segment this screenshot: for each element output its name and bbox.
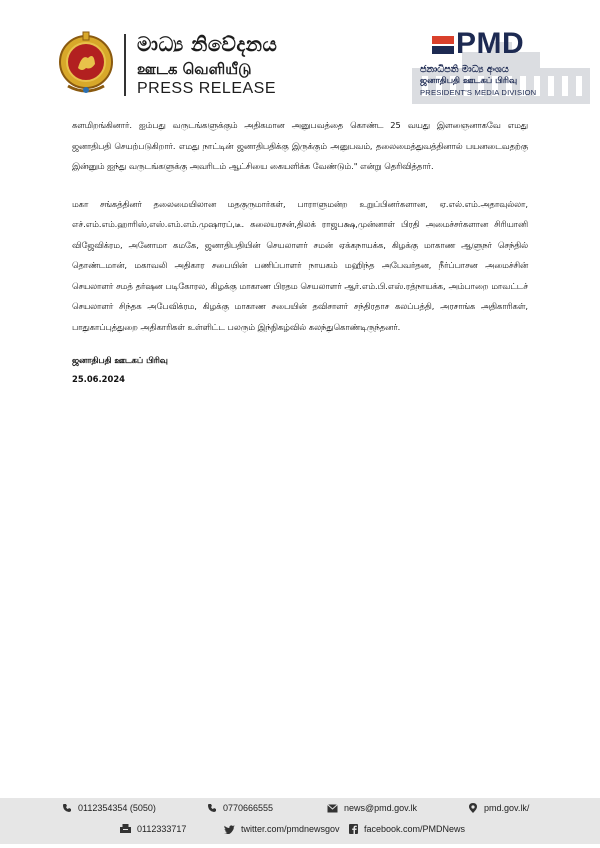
fax-icon [120,824,131,834]
footer-website[interactable] [468,803,529,813]
letterhead [0,0,600,108]
footer-facebook-text: facebook.com/PMDNews [364,824,466,834]
signature-date: 25.06.2024 [72,374,125,384]
org-name-sinhala: ජනාධිපති මාධ්‍ය අංශය [420,64,509,75]
footer-twitter[interactable] [224,824,340,834]
body-paragraph-1: களமிறங்கினார். ஐம்பது வருடங்களுக்கும் அதிகமான அனுபவத்தை கொண்ட 25 வயது இளஞைனாகவே எமது ஜனாதிபதி செயற்படுகிறார். எமது நாட்டின் ஜனாதிபதிக்கு இருக்கும் அனுபவம், தலைமைத்துவத்தினால் பயனடைவதற்கு இன்னும் ஐந்து வருடங்களுக்கு அவரிடம் ஆட்சியை கையளிக்க வேண்டும்." என்று தெரிவித்தார். [72,120,528,171]
footer-phone-text: 0112354354 (5050) [78,803,156,813]
pmd-logo-text: PMD [456,27,525,60]
contact-footer [0,798,600,844]
title-sinhala: මාධ්‍ය නිවේදනය [137,32,278,56]
footer-email-text: news@pmd.gov.lk [344,803,417,813]
body-paragraph-2: மகா சங்கத்தினர் தலைமையிலான மதகுருமார்கள், பாராளுமன்ற உறுப்பினர்களான, ஏ.எல்.எம்.அதாவுல்லா, எச்.எம்.எம்.ஹாரிஸ்,எஸ்.எம்.எம்.முஷாரப்,டீ. கலையரசன்,திலக் ராஜபக்ஷ,முன்னாள் பிரதி அமைச்சர்களான சிரியானி விஜேவிக்ரம, அனோமா கமகே, ஜனாதிபதியின் செயலாளர் சமன் ஏக்கநாயக்க, கிழக்கு மாகாண ஆளுநர் செந்தில் தொண்டமான், மகாவலி அதிகார சபையின் பணிப்பாளர் நாயகம் மஹிந்த அபேவர்தன, நீர்ப்பாசன அமைச்சின் செயலாளர் சமத் தர்ஷன படிகோரல, கிழக்கு மாகாண பிரதம செயலாளர் ஆர்.எம்.பி.எஸ்.ரத்நாயக்க, அம்பாறை மாவட்டச் செயலாளர் சிந்தக அபேவிக்ரம, கிழக்கு மாகாண சபையின் தவிசாளர் சந்திரதாச கலப்பத்தி, அரசாங்க அதிகாரிகள், பாதுகாப்புத்துறை அதிகாரிகள் உள்ளிட்ட பலரும் இந்நிகழ்வில் கலந்துகொண்டிருந்தனர். [72,198,528,332]
footer-mobile-text: 0770666555 [223,803,274,813]
location-pin-icon [468,803,478,813]
org-name-english: PRESIDENT'S MEDIA DIVISION [420,88,537,97]
mail-icon [327,804,338,813]
title-english: PRESS RELEASE [137,80,276,97]
org-name-tamil: ஜனாதிபதி ஊடகப் பிரிவு [420,76,518,86]
phone-icon [207,803,217,813]
press-release-body [72,115,528,389]
footer-fax[interactable] [120,824,186,834]
footer-mobile[interactable] [207,803,273,813]
footer-facebook[interactable] [349,824,465,834]
footer-email[interactable] [327,803,417,813]
signature-division: ஜனாதிபதி ஊடகப் பிரிவு [72,355,168,365]
sri-lanka-emblem-icon [58,30,114,96]
footer-fax-text: 0112333717 [137,824,187,834]
pmd-logo-icon [432,36,454,54]
phone-icon [62,803,72,813]
title-tamil: ஊடக வெளியீடு [137,60,252,78]
facebook-icon [349,824,358,834]
footer-phone[interactable] [62,803,156,813]
footer-website-text: pmd.gov.lk/ [484,803,530,813]
header-divider [124,34,126,96]
footer-twitter-text: twitter.com/pmdnewsgov [241,824,340,834]
twitter-icon [224,825,235,834]
